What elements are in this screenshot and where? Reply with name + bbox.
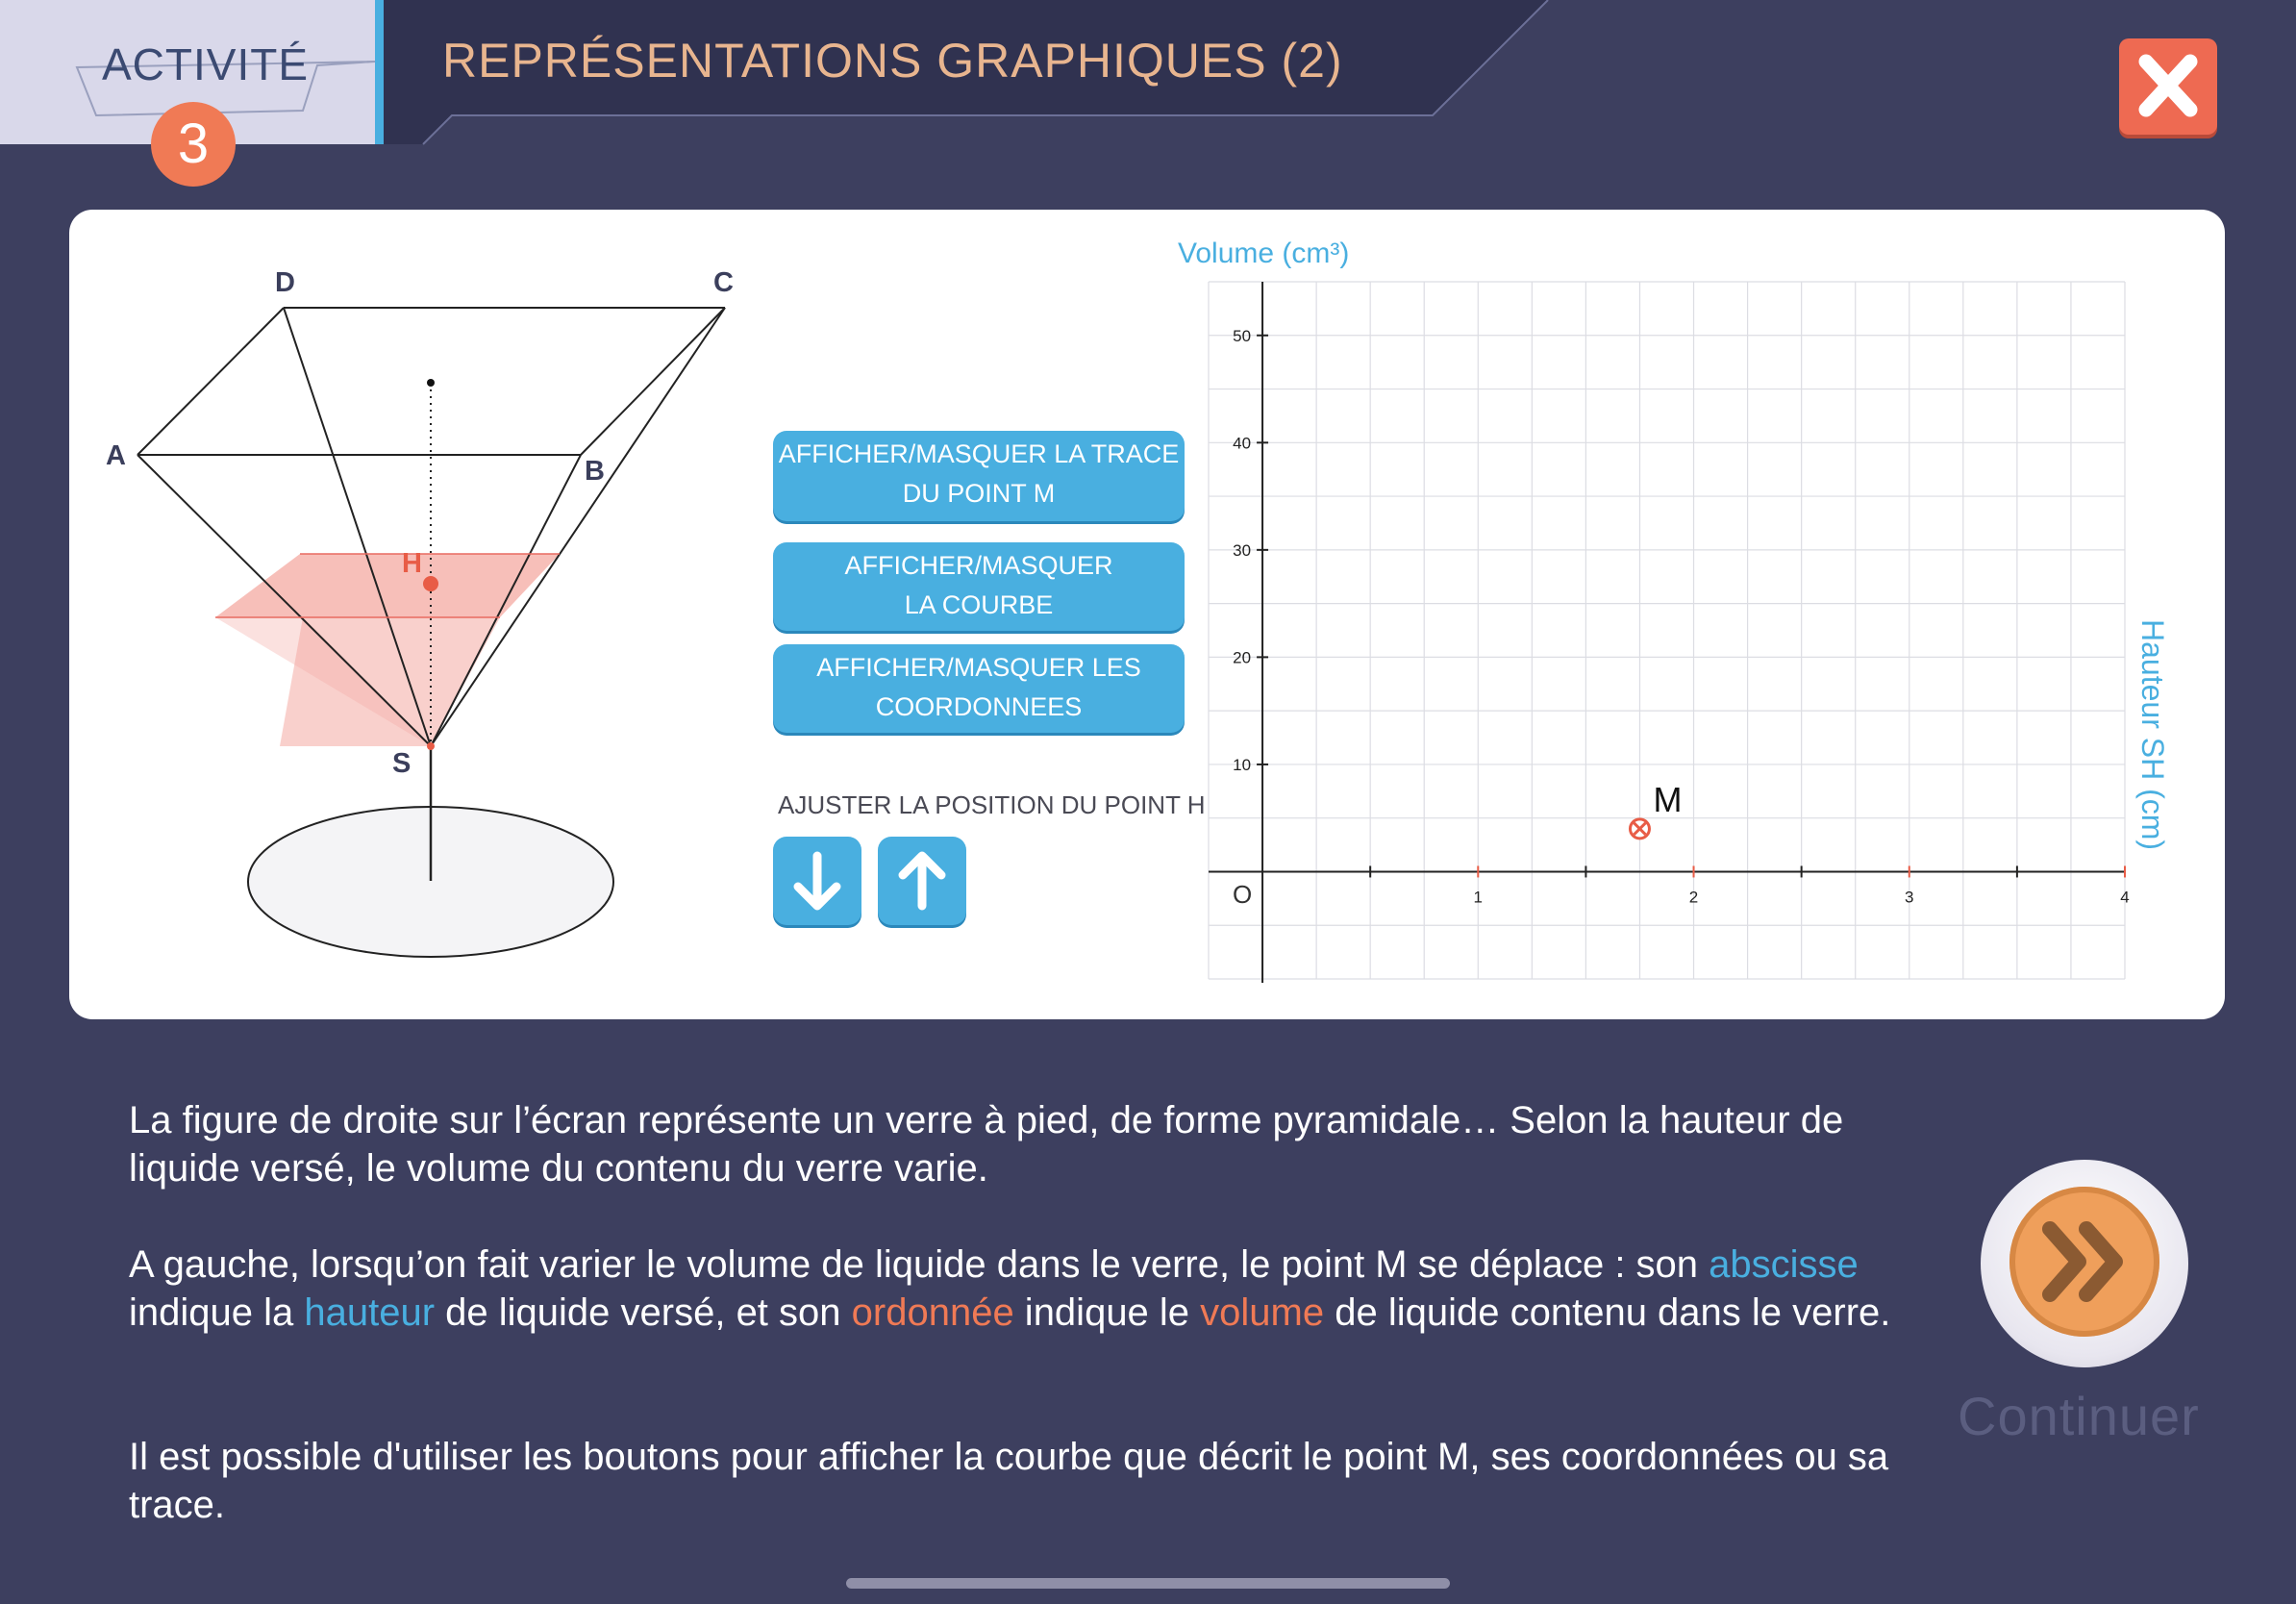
x-tick-label: 2 <box>1688 888 1699 907</box>
continue-button[interactable] <box>1981 1160 2188 1367</box>
activity-number-badge: 3 <box>151 102 236 187</box>
intro-paragraph: La figure de droite sur l’écran représente un verre à pied, de forme pyramidale… Selon la hauteur de liquide versé, le volume du contenu du verre varie. <box>129 1099 1844 1190</box>
toggle-coordinates-label-2: COORDONNEES <box>875 692 1083 721</box>
vertex-label-d: D <box>275 267 295 298</box>
buttons-hint-paragraph: Il est possible d'utiliser les boutons pour afficher la courbe que décrit le point M, ses coordonnées ou sa trace. <box>129 1436 1889 1526</box>
explanation-text-c: de liquide versé, et son <box>435 1291 852 1334</box>
toggle-curve-label-1: AFFICHER/MASQUER <box>844 551 1113 580</box>
explanation-text-d: indique le <box>1013 1291 1201 1334</box>
y-tick-label: 20 <box>1233 648 1252 667</box>
page-title: REPRÉSENTATIONS GRAPHIQUES (2) <box>442 34 1343 88</box>
toggle-curve-label-2: LA COURBE <box>904 590 1054 619</box>
y-tick-label: 30 <box>1233 540 1252 560</box>
toggle-trace-label-1: AFFICHER/MASQUER LA TRACE <box>778 439 1180 468</box>
activity-card <box>69 210 2225 1019</box>
close-icon <box>2119 38 2217 135</box>
explanation-text-a: A gauche, lorsqu’on fait varier le volume de liquide dans le verre, le point M se déplace : son <box>129 1243 1710 1286</box>
y-tick-label: 10 <box>1233 755 1252 774</box>
y-axis-title: Volume (cm³) <box>1178 238 1350 269</box>
vertex-label-c: C <box>713 267 734 298</box>
vertex-label-s: S <box>392 748 412 779</box>
close-button[interactable] <box>2119 38 2217 135</box>
toggle-coordinates-label-1: AFFICHER/MASQUER LES <box>816 653 1141 682</box>
point-m-marker[interactable] <box>1630 819 1649 839</box>
vertex-label-a: A <box>106 440 126 471</box>
term-abscisse: abscisse <box>1709 1243 1859 1286</box>
term-volume: volume <box>1200 1291 1325 1334</box>
origin-label: O <box>1233 880 1253 909</box>
vertex-label-h: H <box>402 548 422 579</box>
y-tick-label: 40 <box>1233 434 1252 453</box>
x-axis-title: Hauteur SH (cm) <box>2135 619 2170 851</box>
activity-label: ACTIVITÉ <box>102 39 310 89</box>
explanation-text-b: indique la <box>129 1291 305 1334</box>
adjust-point-h-label: AJUSTER LA POSITION DU POINT H <box>778 790 1206 819</box>
point-m-label: M <box>1653 779 1683 819</box>
home-indicator <box>846 1578 1450 1589</box>
term-ordonnee: ordonnée <box>851 1291 1014 1334</box>
explanation-paragraph <box>129 1241 1917 1337</box>
explanation-text-e: de liquide contenu dans le verre. <box>1324 1291 1891 1334</box>
y-tick-label: 50 <box>1233 326 1252 345</box>
continue-label: Continuer <box>1958 1386 2200 1446</box>
x-tick-label: 3 <box>1905 888 1914 907</box>
x-tick-label: 1 <box>1473 888 1484 907</box>
x-tick-label: 4 <box>2120 888 2130 907</box>
double-chevron-right-icon <box>2009 1187 2159 1337</box>
vertex-label-b: B <box>585 456 605 487</box>
volume-height-graph <box>69 210 2225 1019</box>
term-hauteur: hauteur <box>304 1291 436 1334</box>
toggle-trace-label-2: DU POINT M <box>902 479 1056 508</box>
